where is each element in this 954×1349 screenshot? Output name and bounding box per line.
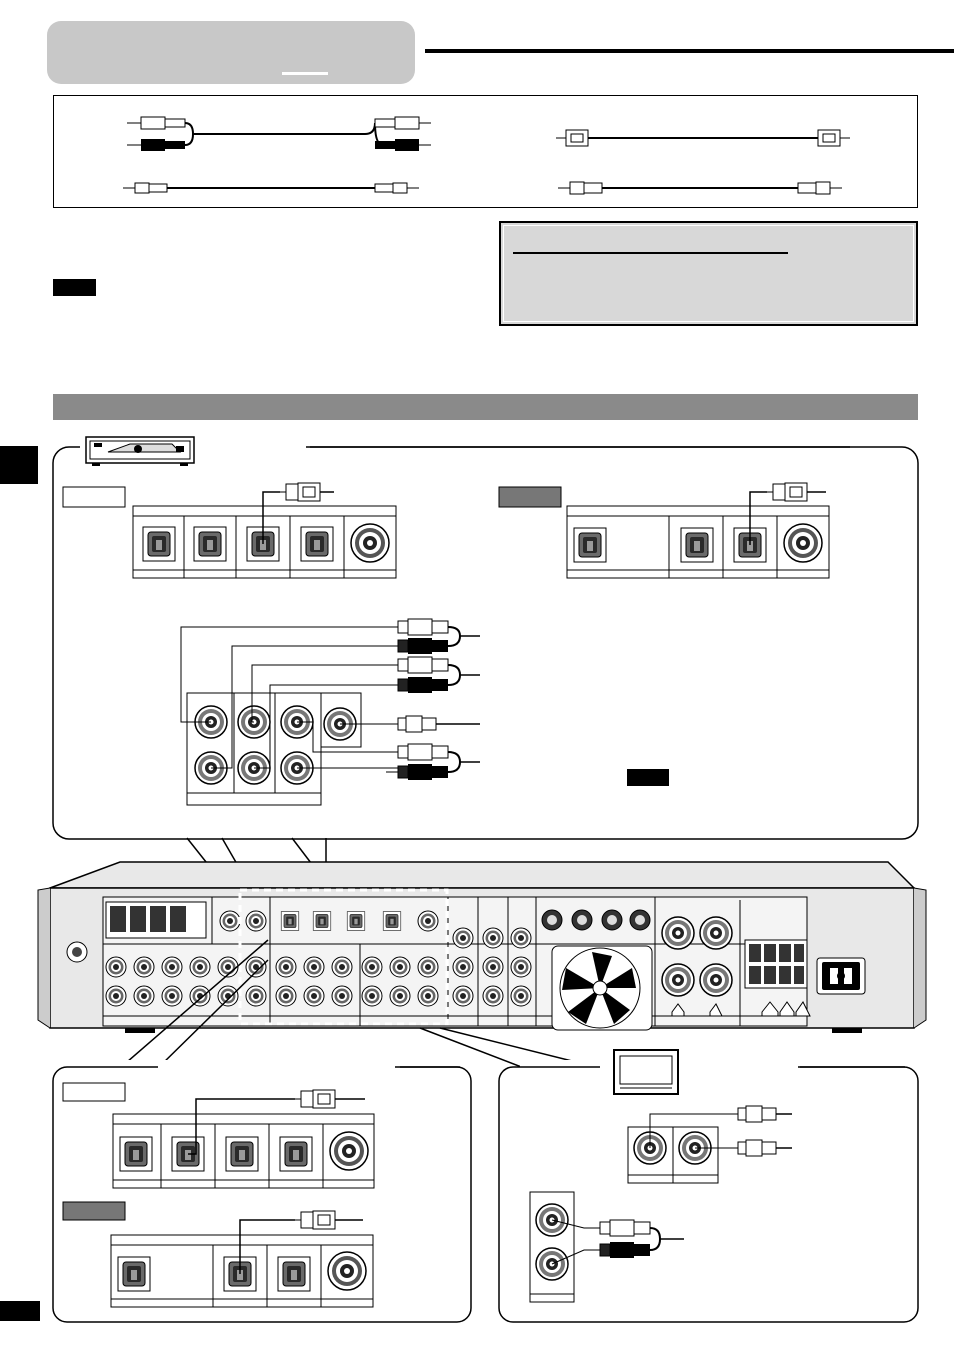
- tv-icon: [614, 1050, 678, 1094]
- cooling-fan-icon: [552, 946, 652, 1030]
- model-tag-a: [63, 487, 125, 507]
- dvd-player-icon: [86, 437, 194, 466]
- model-tag-d: [63, 1202, 125, 1220]
- model-tag-c: [63, 1083, 125, 1101]
- model-tag-b: [499, 487, 561, 507]
- note-tag-small: [627, 769, 669, 786]
- ac-inlet-icon: [817, 958, 865, 994]
- receiver-rear-panel: [38, 862, 926, 1033]
